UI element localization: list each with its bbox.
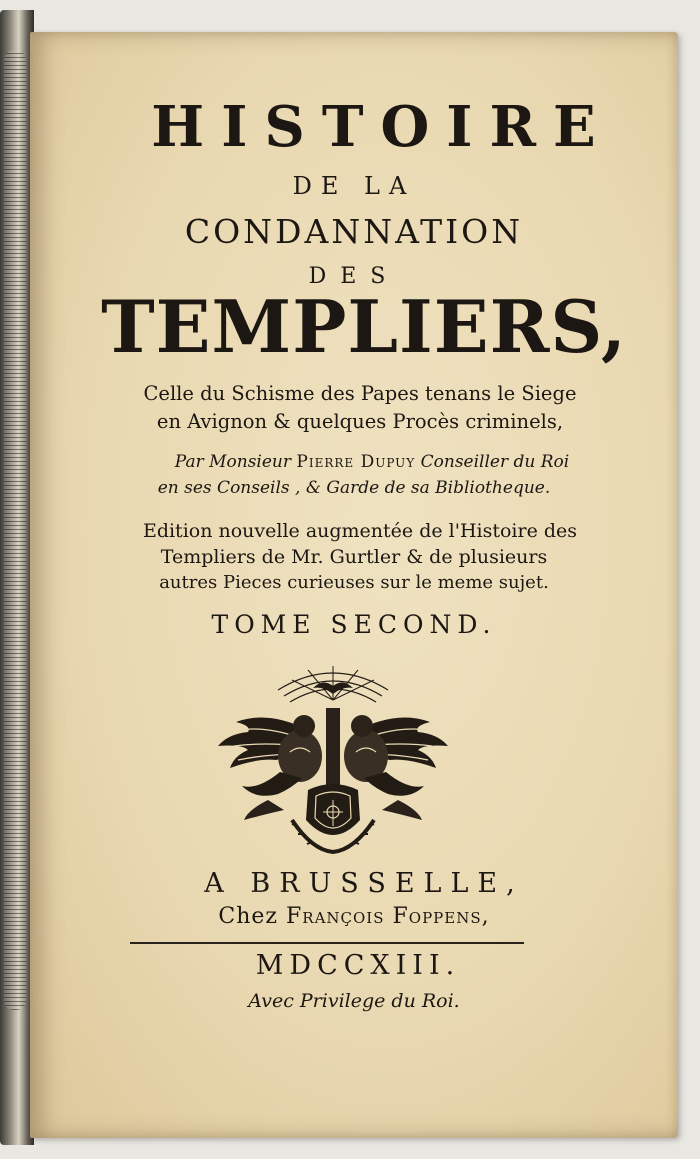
title-de-la: DE LA: [292, 172, 416, 200]
edition-line-1: Edition nouvelle augmentée de l'Histoire des: [142, 520, 578, 542]
subtitle-line-1: Celle du Schisme des Papes tenans le Siege: [143, 382, 577, 405]
title-des: DES: [308, 264, 400, 289]
edition-line-2: Templiers de Mr. Gurtler & de plusieurs: [160, 546, 548, 568]
imprint-printer: [30, 904, 678, 929]
author-role: Conseiller du Roi: [420, 452, 570, 472]
title-histoire: HISTOIRE: [151, 94, 613, 160]
imprint-year: MDCCXIII.: [255, 950, 461, 981]
volume-label: TOME SECOND.: [211, 610, 497, 639]
author-name: Pierre Dupuy: [296, 452, 416, 472]
printer-name: François Foppens,: [286, 904, 490, 929]
privilege-note: Avec Privilege du Roi.: [248, 990, 460, 1012]
winged-cherubs-emblem-icon: [208, 660, 458, 856]
title-condannation: CONDANNATION: [184, 212, 524, 251]
edition-line-3: autres Pieces curieuses sur le meme sujet.: [159, 572, 549, 593]
title-page: [30, 32, 678, 1138]
title-templiers: TEMPLIERS,: [101, 284, 627, 369]
imprint-city: A BRUSSELLE,: [204, 868, 524, 899]
author-line-1: [30, 452, 696, 472]
imprint-rule-divider: [130, 942, 524, 944]
printer-prefix: Chez: [218, 904, 279, 929]
author-line-2: en ses Conseils , & Garde de sa Bibliotheque.: [157, 478, 551, 498]
subtitle-line-2: en Avignon & quelques Procès criminels,: [156, 410, 564, 433]
book-spine-edge: [0, 10, 34, 1145]
author-prefix: Par Monsieur: [174, 452, 291, 472]
